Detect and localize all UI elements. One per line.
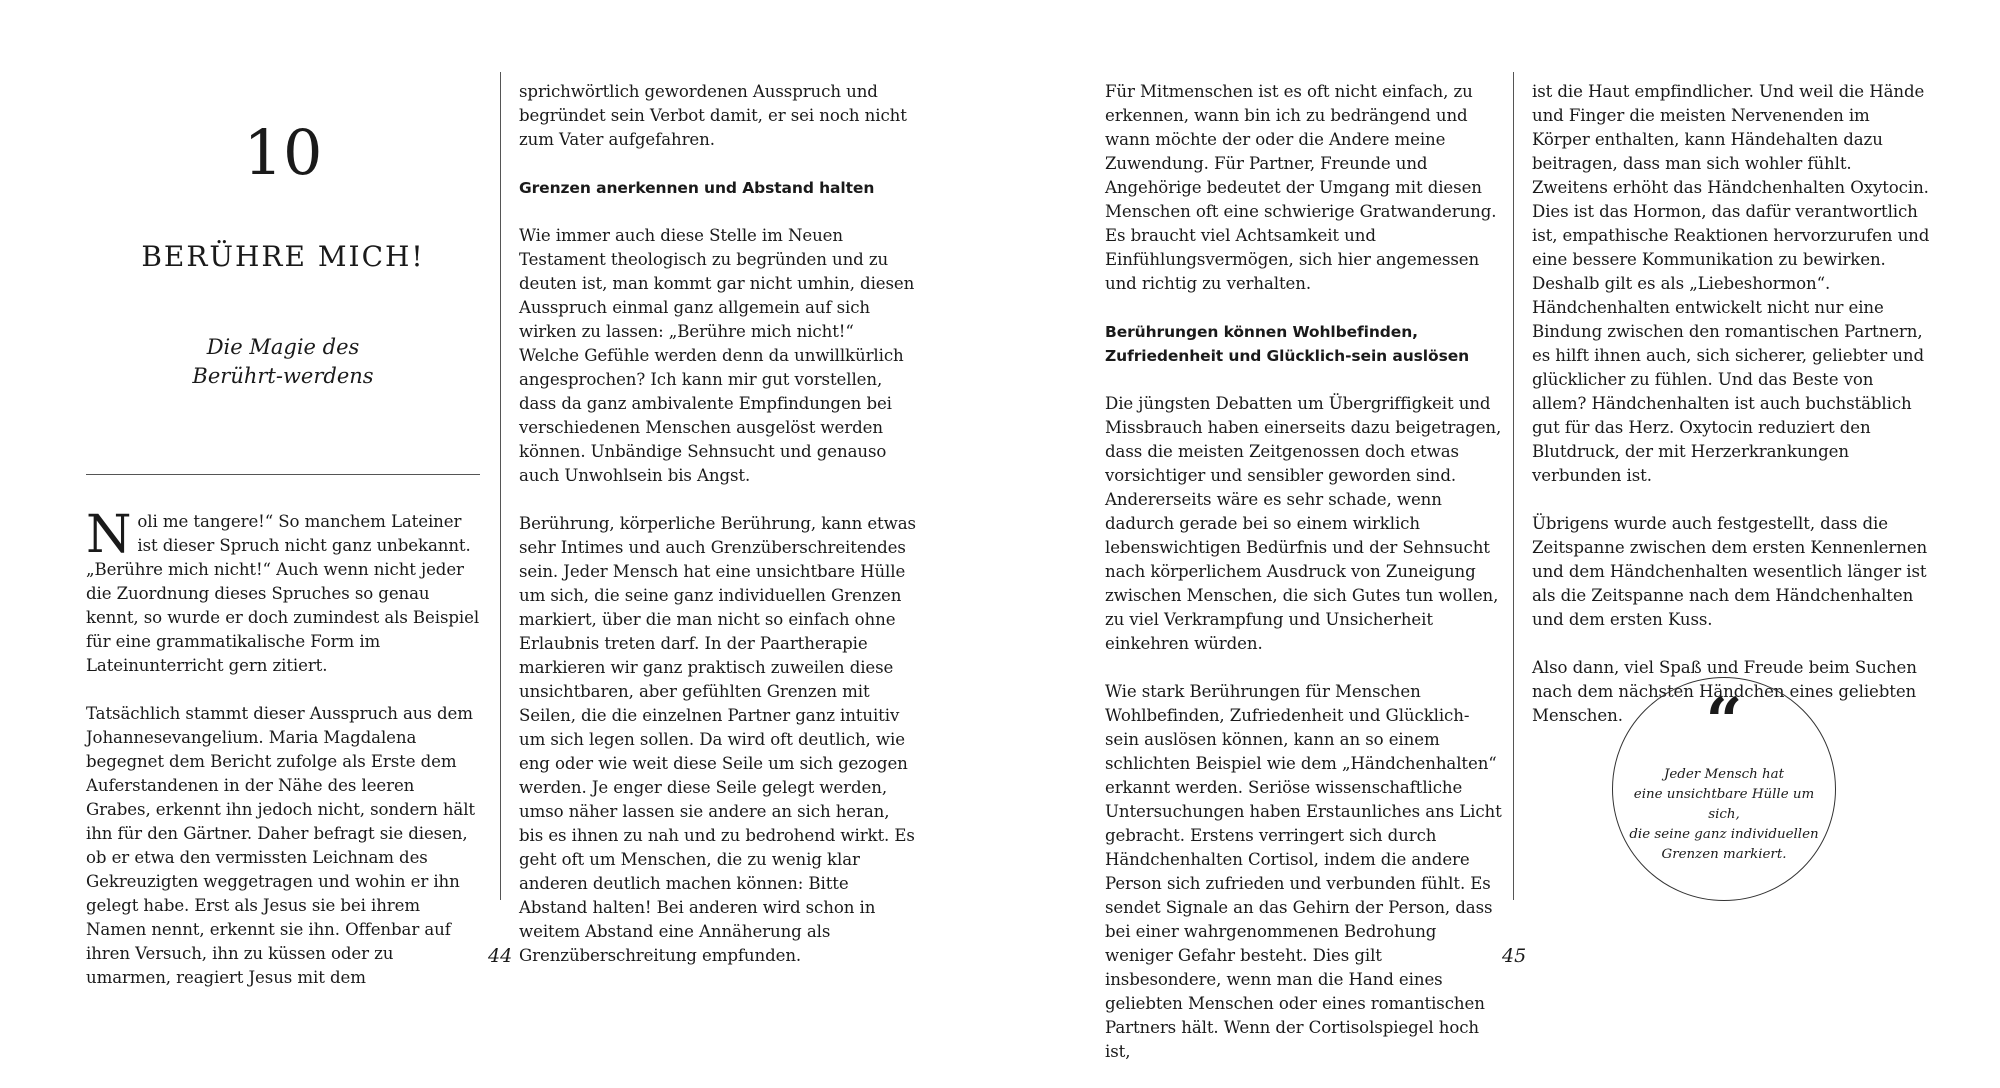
pull-quote-line: Grenzen markiert.	[1661, 847, 1787, 862]
pull-quote-line: die seine ganz individuellen	[1629, 827, 1819, 842]
section-heading	[1105, 320, 1503, 368]
chapter-number: 10	[243, 116, 323, 189]
paragraph	[86, 505, 480, 678]
column-divider	[500, 72, 501, 900]
paragraph: Berührung, körperliche Berührung, kann etwas sehr Intimes und auch Grenzüberschreitendes sein. Jeder Mensch hat eine unsichtbare Hülle um sich, die seine ganz individuellen Grenzen markiert, über die man nicht so einfach ohne Erlaubnis treten darf. In der Paartherapie markieren wir ganz praktisch zuweilen diese unsichtbaren, aber gefühlten Grenzen mit Seilen, die die einzelnen Partner ganz intuitiv um sich legen sollen. Da wird oft deutlich, wie eng oder wie weit diese Seile um sich gezogen werden. Je enger diese Seile gelegt werden, umso näher lassen sie andere an sich heran, bis es ihnen zu nah und zu bedrohend wirkt. Es geht oft um Menschen, die zu wenig klar anderen deutlich machen können: Bitte Abstand halten! Bei anderen wird schon in weitem Abstand eine Annäherung als Grenzüberschreitung empfunden.	[519, 514, 916, 965]
paragraph: ist die Haut empfindlicher. Und weil die Hände und Finger die meisten Nervenenden im Körper enthalten, kann Händehalten dazu beitragen, dass man sich wohler fühlt. Zweitens erhöht das Händchenhalten Oxytocin. Dies ist das Hormon, das dafür verantwortlich ist, empathische Reaktionen hervorzurufen und eine bessere Kommunikation zu bewirken. Deshalb gilt es als „Liebeshormon“. Händchenhalten entwickelt nicht nur eine Bindung zwischen den romantischen Partnern, es hilft ihnen auch, sich sicherer, geliebter und glücklicher zu fühlen. Und das Beste von allem? Händchenhalten ist auch buchstäblich gut für das Herz. Oxytocin reduziert den Blutdruck, der mit Herzerkrankungen verbunden ist.	[1532, 82, 1930, 485]
paragraph: Tatsächlich stammt dieser Ausspruch aus dem Johannesevangelium. Maria Magdalena begegnet dem Bericht zufolge als Erste dem Auferstandenen in der Nähe des leeren Grabes, erkennt ihn jedoch nicht, sondern hält ihn für den Gärtner. Daher befragt sie diesen, ob er etwa den vermissten Leichnam des Gekreuzigten weggetragen und wohin er ihn gelegt habe. Erst als Jesus sie bei ihrem Namen nennt, erkennt sie ihn. Offenbar auf ihren Versuch, ihn zu küssen oder zu umarmen, reagiert Jesus mit dem	[86, 704, 475, 987]
chapter-title: BERÜHRE MICH!	[141, 240, 425, 273]
paragraph: Übrigens wurde auch festgestellt, dass die Zeitspanne zwischen dem ersten Kennenlernen und dem Händchenhalten wesentlich länger ist als die Zeitspanne nach dem Händchenhalten und dem ersten Kuss.	[1532, 514, 1928, 629]
pull-quote-line: Jeder Mensch hat	[1664, 767, 1784, 782]
pull-quote	[1612, 677, 1836, 901]
pull-quote-line: eine unsichtbare Hülle um sich,	[1633, 787, 1815, 822]
paragraph: Die jüngsten Debatten um Übergriffigkeit und Missbrauch haben einerseits dazu beigetragen, dass die meisten Zeitgenossen doch etwas vorsichtiger und sensibler geworden sind. Andererseits wäre es sehr schade, wenn dadurch gerade bei so einem wirklich lebenswichtigen Bedürfnis und der Sehnsucht nach körperlichem Ausdruck von Zuneigung zwischen Menschen, die sich Gutes tun wollen, zu viel Verkrampfung und Unsicherheit einkehren würden.	[1105, 394, 1502, 653]
paragraph: sprichwörtlich gewordenen Ausspruch und begründet sein Verbot damit, er sei noch nicht zum Vater aufgefahren.	[519, 82, 907, 149]
column-divider	[1513, 72, 1514, 900]
paragraph: Wie immer auch diese Stelle im Neuen Testament theologisch zu begründen und zu deuten ist, man kommt gar nicht umhin, diesen Ausspruch einmal ganz allgemein auf sich wirken zu lassen: „Berühre mich nicht!“ Welche Gefühle werden denn da unwillkürlich angesprochen? Ich kann mir gut vorstellen, dass da ganz ambivalente Empfindungen bei verschiedenen Menschen ausgelöst werden können. Unbändige Sehnsucht und genauso auch Unwohlsein bis Angst.	[519, 226, 915, 485]
right-column-1	[1105, 80, 1503, 1088]
chapter-divider	[86, 474, 480, 475]
right-column-2	[1532, 80, 1930, 759]
pull-quote-text	[1621, 765, 1827, 865]
chapter-subtitle-line1: Die Magie des	[206, 335, 360, 359]
chapter-subtitle-line2: Berührt-werdens	[192, 364, 374, 388]
section-heading-line1: Berührungen können Wohlbefinden,	[1105, 323, 1418, 341]
section-heading-line2: Zufriedenheit und Glücklich-sein auslösen	[1105, 347, 1470, 365]
page-number-left: 44	[488, 945, 513, 967]
left-column-2	[519, 80, 917, 992]
left-column-1	[86, 505, 480, 1014]
section-heading: Grenzen anerkennen und Abstand halten	[519, 179, 875, 197]
paragraph: Also dann, viel Spaß und Freude beim Suchen nach dem nächsten Händchen eines geliebten Menschen.	[1532, 658, 1917, 725]
chapter-subtitle	[86, 333, 480, 391]
paragraph-text: oli me tangere!“ So manchem Lateiner ist dieser Spruch nicht ganz unbekannt. „Berühre mich nicht!“ Auch wenn nicht jeder die Zuordnung dieses Spruches so genau kennt, so wurde er doch zumindest als Beispiel für eine grammatikalische Form im Lateinunterricht gern zitiert.	[86, 512, 480, 675]
drop-cap: N	[86, 505, 132, 565]
page-number-right: 45	[1502, 945, 1527, 967]
quote-mark-icon: “	[1705, 684, 1743, 759]
paragraph: Wie stark Berührungen für Menschen Wohlbefinden, Zufriedenheit und Glücklich-sein auslösen können, kann an so einem schlichten Beispiel wie dem „Händchenhalten“ erkannt werden. Seriöse wissenschaftliche Untersuchungen haben Erstaunliches ans Licht gebracht. Erstens verringert sich durch Händchenhalten Cortisol, indem die andere Person sich zufrieden und verbunden fühlt. Es sendet Signale an das Gehirn der Person, dass bei einer wahrgenommenen Bedrohung weniger Gefahr besteht. Dies gilt insbesondere, wenn man die Hand eines geliebten Menschen oder eines romantischen Partners hält. Wenn der Cortisolspiegel hoch ist,	[1105, 682, 1502, 1061]
paragraph: Für Mitmenschen ist es oft nicht einfach, zu erkennen, wann bin ich zu bedrängend und wann möchte der oder die Andere meine Zuwendung. Für Partner, Freunde und Angehörige bedeutet der Umgang mit diesen Menschen oft eine schwierige Gratwanderung. Es braucht viel Achtsamkeit und Einfühlungsvermögen, sich hier angemessen und richtig zu verhalten.	[1105, 82, 1497, 293]
